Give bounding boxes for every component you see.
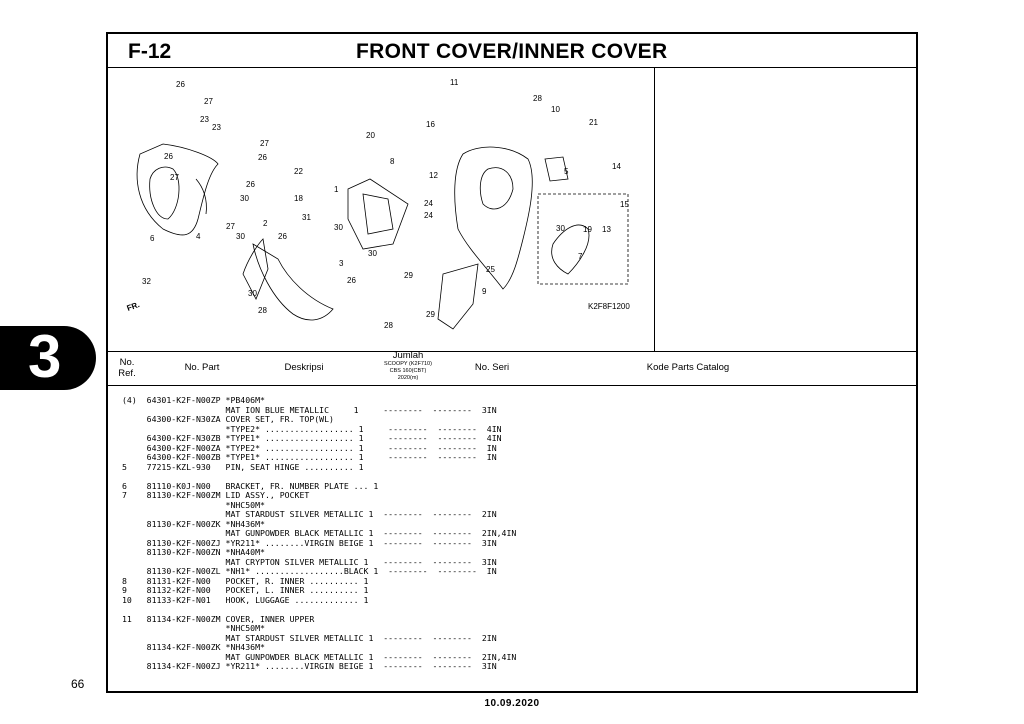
callout-26: 26 [347,276,356,285]
callout-26: 26 [258,153,267,162]
parts-list-row: 81130-K2F-N00ZN *NHA40M* [122,547,265,557]
parts-list-row: MAT GUNPOWDER BLACK METALLIC 1 -------- -------- 2IN,4IN [122,651,517,662]
parts-list-row: 10 81133-K2F-N01 HOOK, LUGGAGE ............. 1 [122,594,369,605]
print-date: 10.09.2020 [484,698,540,709]
title-divider [108,67,916,68]
callout-9: 9 [482,287,487,296]
callout-30: 30 [556,224,565,233]
section-tab [0,323,96,390]
parts-list-row: 81130-K2F-N00ZL *NH1* ..................BLACK 1 -------- -------- IN [122,566,497,576]
parts-list-row: 64300-K2F-N00ZA *TYPE2* .................. 1 -------- -------- IN [122,442,497,453]
header-qty-type: CBS 160(CBT) [389,368,427,374]
parts-list-row: *NHC50M* [122,499,265,510]
callout-29: 29 [404,271,413,280]
callout-30: 30 [248,289,257,298]
header-part: No. Part [184,362,220,373]
callout-29: 29 [426,310,435,319]
callout-2: 2 [263,219,268,228]
callout-27: 27 [260,139,269,148]
parts-list-row: 81130-K2F-N00ZK *NH436M* [122,518,265,529]
callout-27: 27 [170,173,179,182]
parts-list-row: *TYPE2* .................. 1 -------- -------- 4IN [122,423,502,434]
callout-24: 24 [424,211,433,220]
callout-27: 27 [204,97,213,106]
callout-6: 6 [150,234,155,243]
callout-30: 30 [240,194,249,203]
section-tab-number: 3 [28,323,62,390]
callout-1: 1 [334,185,339,194]
parts-list-row: MAT CRYPTON SILVER METALLIC 1 -------- -------- 3IN [122,556,497,567]
direction-label: FR. [125,300,141,313]
callout-23: 23 [212,123,221,132]
parts-list-row: 64300-K2F-N30ZB *TYPE1* .................. 1 -------- -------- 4IN [122,433,502,443]
parts-list-row: 81134-K2F-N00ZJ *YR211* ........VIRGIN BEIGE 1 -------- -------- 3IN [122,661,497,671]
callout-11: 11 [450,78,459,87]
callout-26: 26 [278,232,287,241]
callout-32: 32 [142,277,151,286]
callout-26: 26 [176,80,185,89]
callout-28: 28 [533,94,542,103]
callout-16: 16 [426,120,435,129]
parts-list-row: MAT STARDUST SILVER METALLIC 1 -------- -------- 2IN [122,632,497,643]
callout-23: 23 [200,115,209,124]
parts-list-row: (4) 64301-K2F-N00ZP *PB406M* [122,395,265,405]
parts-list [122,396,516,672]
callout-numbers [142,78,629,330]
callout-22: 22 [294,167,303,176]
callout-18: 18 [294,194,303,203]
page-title: FRONT COVER/INNER COVER [356,40,668,63]
callout-28: 28 [258,306,267,315]
callout-12: 12 [429,171,438,180]
callout-14: 14 [612,162,621,171]
callout-26: 26 [246,180,255,189]
callout-10: 10 [551,105,560,114]
parts-list-row: 81130-K2F-N00ZJ *YR211* ........VIRGIN BEIGE 1 -------- -------- 3IN [122,537,497,548]
callout-26: 26 [164,152,173,161]
parts-list-row: 81134-K2F-N00ZK *NH436M* [122,642,265,652]
diagram-table-divider [108,351,916,352]
callout-30: 30 [368,249,377,258]
callout-30: 30 [334,223,343,232]
callout-13: 13 [602,225,611,234]
callout-28: 28 [384,321,393,330]
callout-3: 3 [339,259,344,268]
parts-list-row: 6 81110-K0J-N00 BRACKET, FR. NUMBER PLATE ... 1 [122,480,379,491]
callout-19: 19 [583,225,592,234]
header-qty-year: 2020(m) [397,375,419,381]
header-qty: Jumlah [392,350,424,361]
parts-list-row: 11 81134-K2F-N00ZM COVER, INNER UPPER [122,613,315,624]
figure-code: K2F8F1200 [588,302,630,311]
callout-4: 4 [196,232,201,241]
header-serial: No. Seri [474,362,510,373]
callout-24: 24 [424,199,433,208]
header-catalog: Kode Parts Catalog [646,362,730,373]
callout-27: 27 [226,222,235,231]
parts-list-row: 7 81130-K2F-N00ZM LID ASSY., POCKET [122,490,310,500]
header-ref: No. Ref. [118,357,136,379]
inner-cover-drawing [243,179,408,320]
callout-20: 20 [366,131,375,140]
header-divider [108,385,916,386]
callout-21: 21 [589,118,598,127]
callout-15: 15 [620,200,629,209]
parts-list-row: MAT ION BLUE METALLIC 1 -------- -------- 3IN [122,404,497,415]
callout-8: 8 [390,157,395,166]
callout-31: 31 [302,213,311,222]
parts-list-row: 5 77215-KZL-930 PIN, SEAT HINGE .......... 1 [122,461,364,472]
parts-page-frame [106,32,918,693]
page-code: F-12 [128,40,172,63]
parts-list-row: 64300-K2F-N00ZB *TYPE1* .................. 1 -------- -------- IN [122,452,497,462]
parts-list-row: MAT STARDUST SILVER METALLIC 1 -------- -------- 2IN [122,509,497,519]
header-qty-model: SCOOPY (K2F710) [384,361,432,367]
callout-7: 7 [578,252,583,261]
callout-25: 25 [486,265,495,274]
front-cover-drawing [137,144,218,235]
parts-list-row: 9 81132-K2F-N00 POCKET, L. INNER .......... 1 [122,585,369,595]
callout-30: 30 [236,232,245,241]
header-desc: Deskripsi [284,362,324,373]
parts-list-row: 8 81131-K2F-N00 POCKET, R. INNER .......... 1 [122,575,369,586]
parts-list-row: *NHC50M* [122,623,265,633]
page-number: 66 [71,677,85,691]
parts-list-row: 64300-K2F-N30ZA COVER SET, FR. TOP(WL) [122,414,334,424]
callout-5: 5 [564,167,569,176]
parts-list-row: MAT GUNPOWDER BLACK METALLIC 1 -------- -------- 2IN,4IN [122,528,517,538]
exploded-parts-diagram [108,69,763,350]
